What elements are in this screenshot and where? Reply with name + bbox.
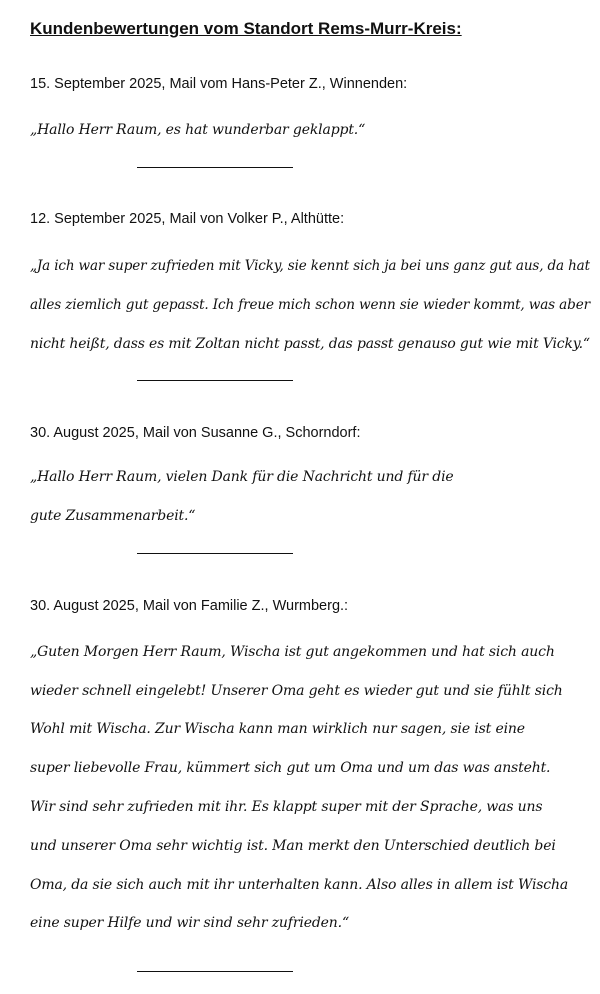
review-text-line: Wohl mit Wischa. Zur Wischa kann man wirklich nur sagen, sie ist eine [30, 721, 525, 737]
review-separator [137, 167, 293, 168]
review-header: 15. September 2025, Mail vom Hans-Peter Z., Winnenden: [30, 76, 408, 92]
review-header: 30. August 2025, Mail von Familie Z., Wurmberg.: [30, 598, 349, 614]
review-text-line: „Hallo Herr Raum, vielen Dank für die Nachricht und für die [30, 469, 454, 485]
review-text-line: Oma, da sie sich auch mit ihr unterhalten kann. Also alles in allem ist Wischa [30, 877, 569, 893]
page-title: Kundenbewertungen vom Standort Rems-Murr-Kreis: [30, 19, 462, 38]
review-text-line: nicht heißt, dass es mit Zoltan nicht passt, das passt genauso gut wie mit Vicky.“ [30, 336, 590, 352]
review-separator [137, 380, 293, 381]
review-separator [137, 553, 293, 554]
review-text-line: „Hallo Herr Raum, es hat wunderbar geklappt.“ [30, 122, 366, 138]
review-text-line: wieder schnell eingelebt! Unserer Oma geht es wieder gut und sie fühlt sich [30, 683, 563, 699]
review-text-line: und unserer Oma sehr wichtig ist. Man merkt den Unterschied deutlich bei [30, 838, 556, 854]
review-text-line: „Guten Morgen Herr Raum, Wischa ist gut angekommen und hat sich auch [30, 644, 555, 660]
review-text-line: Wir sind sehr zufrieden mit ihr. Es klappt super mit der Sprache, was uns [30, 799, 543, 815]
review-text-line: super liebevolle Frau, kümmert sich gut um Oma und um das was ansteht. [30, 760, 551, 776]
review-header: 12. September 2025, Mail von Volker P., Althütte: [30, 211, 345, 227]
review-text-line: eine super Hilfe und wir sind sehr zufrieden.“ [30, 915, 349, 931]
review-text-line: gute Zusammenarbeit.“ [30, 508, 196, 524]
review-separator [137, 971, 293, 972]
review-text-line: „Ja ich war super zufrieden mit Vicky, sie kennt sich ja bei uns ganz gut aus, da hat [30, 258, 590, 274]
review-text-line: alles ziemlich gut gepasst. Ich freue mich schon wenn sie wieder kommt, was aber [30, 297, 590, 313]
review-header: 30. August 2025, Mail von Susanne G., Schorndorf: [30, 425, 361, 441]
